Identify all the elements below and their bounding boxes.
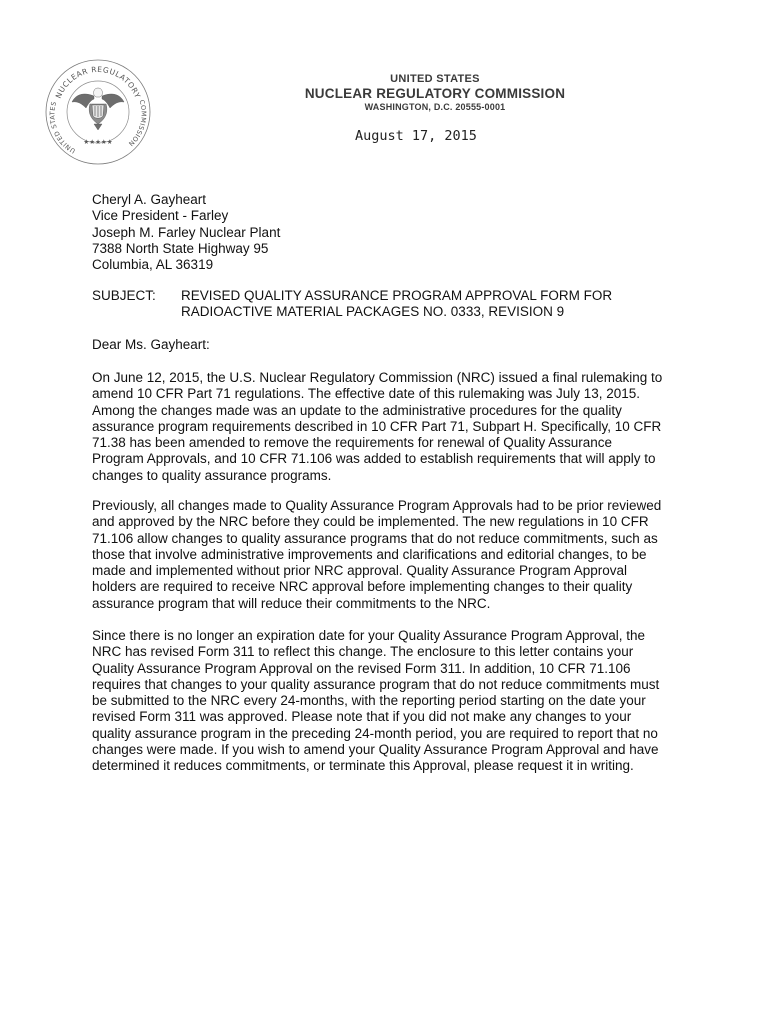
letterhead-agency: NUCLEAR REGULATORY COMMISSION xyxy=(304,86,566,101)
paragraph-line: revised Form 311 was approved. Please note that if you did not make any changes to your xyxy=(92,709,632,725)
svg-text:UNITED STATES xyxy=(48,101,76,155)
paragraph-line: requires that changes to your quality assurance program that do not reduce commitments must xyxy=(92,676,660,692)
paragraph-line: 71.106 allow changes to quality assurance programs that do not reduce commitments, such as xyxy=(92,530,658,546)
body-paragraph-2 xyxy=(92,498,688,612)
address-line: Vice President - Farley xyxy=(92,208,229,224)
paragraph-line: Program Approvals, and 10 CFR 71.106 was added to establish requirements that will apply to xyxy=(92,451,656,467)
paragraph-line: changes to quality assurance programs. xyxy=(92,467,332,483)
seal-stars: ★★★★★ xyxy=(83,138,113,146)
paragraph-line: NRC has revised Form 311 to reflect this change. The enclosure to this letter contains your xyxy=(92,644,634,660)
subject-text xyxy=(181,288,681,321)
seal-ring-text-top: NUCLEAR REGULATORY xyxy=(53,64,143,100)
paragraph-line: Quality Assurance Program Approval on the revised Form 311. In addition, 10 CFR 71.106 xyxy=(92,660,631,676)
letterhead-country: UNITED STATES xyxy=(390,73,480,85)
nrc-seal-icon xyxy=(44,58,152,166)
paragraph-line: 71.38 has been amended to remove the requirements for renewal of Quality Assurance xyxy=(92,435,613,451)
seal-ring-text-right: COMMISSION xyxy=(126,98,148,148)
body-paragraph-1 xyxy=(92,370,688,484)
paragraph-line: be submitted to the NRC every 24-months, with the reporting period starting on the date your xyxy=(92,693,646,709)
svg-text:COMMISSION xyxy=(127,99,148,148)
letterhead-address: WASHINGTON, D.C. 20555-0001 xyxy=(364,102,506,112)
paragraph-line: On June 12, 2015, the U.S. Nuclear Regulatory Commission (NRC) issued a final rulemaking to xyxy=(92,370,663,385)
recipient-address xyxy=(92,192,692,273)
paragraph-line: made and implemented without prior NRC approval. Quality Assurance Program Approval xyxy=(92,563,628,579)
address-line: 7388 North State Highway 95 xyxy=(92,240,269,256)
paragraph-line: Previously, all changes made to Quality Assurance Program Approvals had to be prior reviewed xyxy=(92,498,662,513)
seal-ring-text-left: UNITED STATES xyxy=(48,100,77,155)
paragraph-line: and approved by the NRC before they could be implemented. The new regulations in 10 CFR xyxy=(92,514,649,530)
paragraph-line: Since there is no longer an expiration date for your Quality Assurance Program Approval, the xyxy=(92,628,646,643)
subject-line: RADIOACTIVE MATERIAL PACKAGES NO. 0333, REVISION 9 xyxy=(181,304,565,320)
letterhead xyxy=(200,73,670,113)
paragraph-line: assurance program that will reduce their commitments to the NRC. xyxy=(92,595,491,611)
letter-date: August 17, 2015 xyxy=(355,128,477,144)
paragraph-line: Among the changes made was an update to the administrative procedures for the quality xyxy=(92,402,622,418)
paragraph-line: holders are required to receive NRC approval before implementing changes to their quality xyxy=(92,579,633,595)
address-line: Joseph M. Farley Nuclear Plant xyxy=(92,224,281,240)
body-paragraph-3 xyxy=(92,628,688,775)
paragraph-line: quality assurance program in the preceding 24-month period, you are required to report that no xyxy=(92,725,658,741)
salutation: Dear Ms. Gayheart: xyxy=(92,337,210,352)
paragraph-line: assurance program requirements described in 10 CFR Part 71, Subpart H. Specifically, 10 CFR xyxy=(92,418,662,434)
address-line: Columbia, AL 36319 xyxy=(92,257,214,273)
subject-line: REVISED QUALITY ASSURANCE PROGRAM APPROVAL FORM FOR xyxy=(181,288,613,303)
paragraph-line: changes were made. If you wish to amend your Quality Assurance Program Approval and have xyxy=(92,742,659,758)
paragraph-line: determined it reduces commitments, or terminate this Approval, please request it in writing. xyxy=(92,758,634,774)
subject-label: SUBJECT: xyxy=(92,288,156,303)
paragraph-line: those that involve administrative improvements and clarifications and editorial changes, to be xyxy=(92,546,647,562)
address-line: Cheryl A. Gayheart xyxy=(92,192,207,207)
paragraph-line: amend 10 CFR Part 71 regulations. The effective date of this rulemaking was July 13, 2015. xyxy=(92,386,641,402)
